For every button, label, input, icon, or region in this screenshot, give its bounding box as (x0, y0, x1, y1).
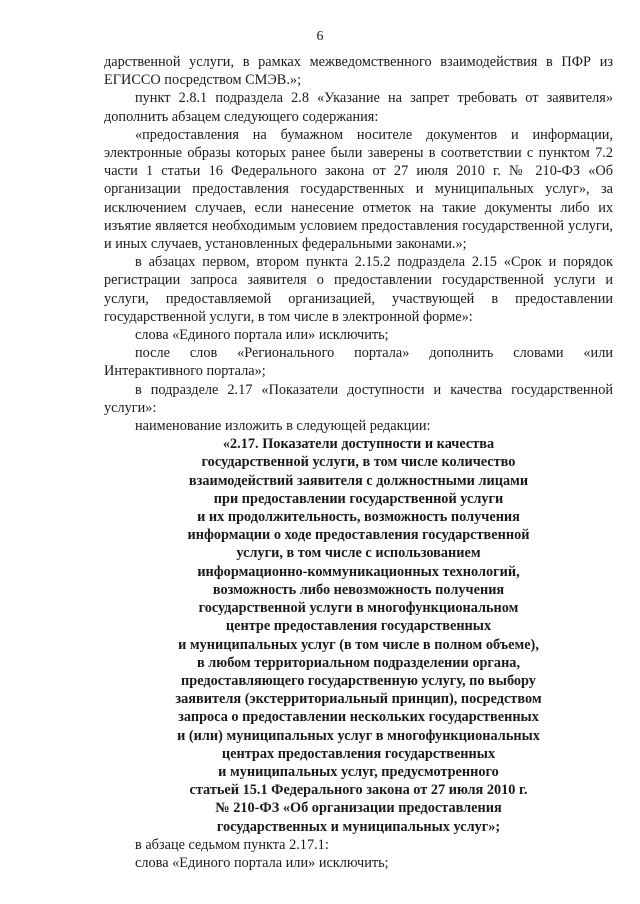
heading-line: государственной услуги в многофункциональном (198, 600, 519, 617)
heading-line: запроса о предоставлении нескольких государственных (178, 709, 539, 726)
heading-line: услуги, в том числе с использованием (236, 545, 481, 562)
paragraph: слова «Единого портала или» исключить; (135, 854, 389, 871)
heading-line: при предоставлении государственной услуги (213, 490, 504, 507)
heading-line: государственных и муниципальных услуг»; (216, 818, 501, 835)
paragraph: слова «Единого портала или» исключить; (135, 327, 389, 344)
paragraph: после слов «Регионального портала» дополнить словами «или Интерактивного портала»; (104, 345, 613, 380)
heading-line: информации о ходе предоставления государственной (187, 527, 530, 544)
heading-line: № 210-ФЗ «Об организации предоставления (215, 800, 502, 817)
heading-line: и муниципальных услуг (в том числе в полном объеме), (178, 636, 539, 653)
heading-line: государственной услуги, в том числе количество (201, 454, 516, 471)
heading-line: статьей 15.1 Федерального закона от 27 июля 2010 г. (189, 782, 528, 799)
heading-line: центре предоставления государственных (225, 618, 492, 635)
heading-line: информационно-коммуникационных технологий, (197, 563, 520, 580)
document-body (104, 53, 613, 872)
heading-line: и муниципальных услуг, предусмотренного (218, 763, 499, 780)
heading-line: в любом территориальном подразделении органа, (196, 654, 521, 671)
heading-line: предоставляющего государственную услугу, по выбору (181, 672, 536, 689)
paragraph: в абзацах первом, втором пункта 2.15.2 подраздела 2.15 «Срок и порядок регистрации запроса заявителя о предоставлении государственной услуги и услуги, предоставляемой организацией, участвующей в предоставлении государственной услуги, в том числе в электронной форме»: (104, 254, 613, 325)
paragraph: дарственной услуги, в рамках межведомственного взаимодействия в ПФР из ЕГИССО посредством СМЭВ.»; (104, 54, 613, 89)
heading-line: центрах предоставления государственных (221, 745, 496, 762)
paragraph: в подразделе 2.17 «Показатели доступности и качества государственной услуги»: (104, 381, 613, 416)
heading-line: «2.17. Показатели доступности и качества (222, 436, 495, 453)
heading-line: взаимодействий заявителя с должностными лицами (188, 472, 529, 489)
heading-line: возможность либо невозможность получения (212, 581, 505, 598)
paragraph: наименование изложить в следующей редакции: (135, 418, 431, 435)
heading-line: заявителя (экстерриториальный принцип), посредством (175, 691, 542, 708)
section-heading (104, 435, 613, 835)
page-number: 6 (316, 29, 324, 44)
paragraph: пункт 2.8.1 подраздела 2.8 «Указание на запрет требовать от заявителя» дополнить абзацем следующего содержания: (104, 90, 613, 125)
heading-line: и (или) муниципальных услуг в многофункциональных (177, 727, 540, 744)
heading-line: и их продолжительность, возможность получения (197, 509, 520, 526)
paragraph: в абзаце седьмом пункта 2.17.1: (135, 836, 329, 853)
paragraph: «предоставления на бумажном носителе документов и информации, электронные образы которых ранее были заверены в соответствии с пунктом 7.2 части 1 статьи 16 Федерального закона от 27 июля 2010 г. № 210-ФЗ «Об организации предоставления государственных и муниципальных услуг», за исключением случаев, если нанесение отметок на такие документы либо их изъятие является необходимым условием предоставления государственной услуги, и иных случаев, установленных федеральными законами.»; (104, 126, 613, 253)
